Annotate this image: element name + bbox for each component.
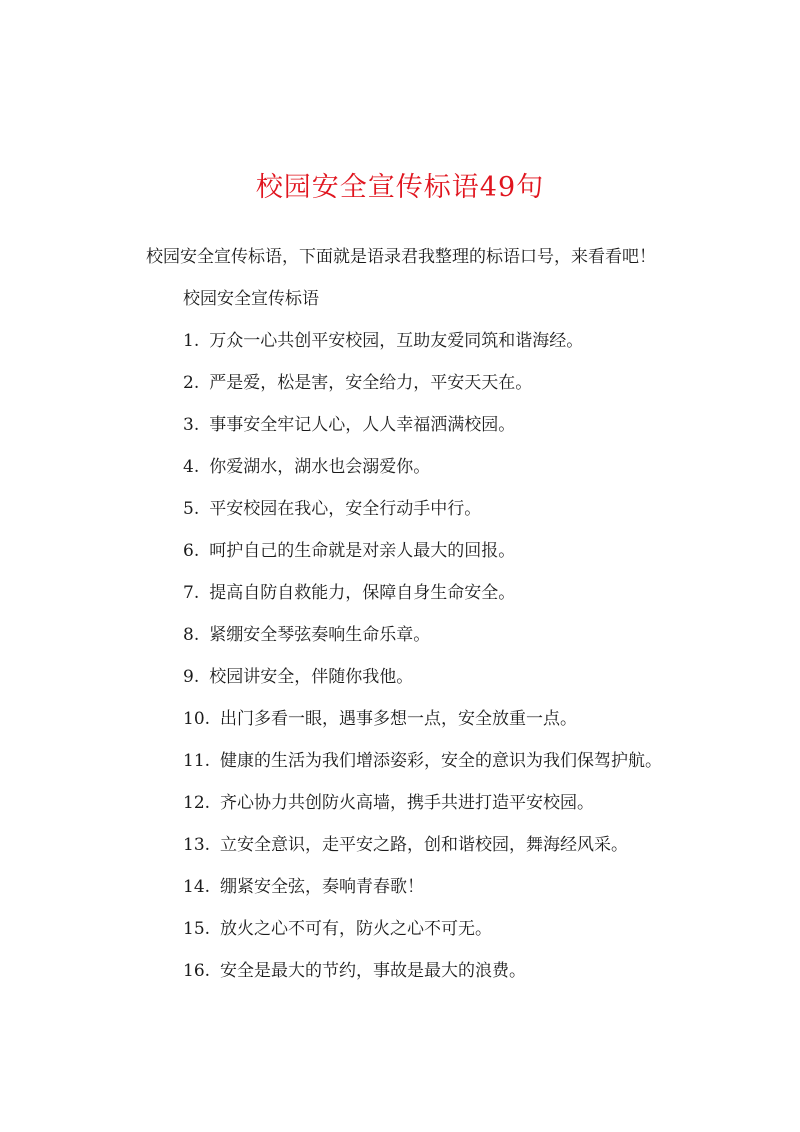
list-item [183, 454, 662, 496]
list-item-text: 绷紧安全弦，奏响青春歌！ [220, 877, 425, 897]
list-item [183, 370, 662, 412]
list-item [183, 580, 662, 622]
list-item [183, 538, 662, 580]
list-item [183, 748, 662, 790]
list-item-number: 15. [183, 919, 211, 939]
list-item-text: 提高自防自救能力，保障自身生命安全。 [209, 583, 516, 603]
document-title: 校园安全宣传标语49句 [255, 172, 545, 203]
list-item-number: 6. [183, 541, 200, 561]
list-item-text: 平安校园在我心，安全行动手中行。 [209, 499, 482, 519]
list-item-number: 8. [183, 625, 200, 645]
list-item-text: 严是爱，松是害，安全给力，平安天天在。 [209, 373, 533, 393]
list-item-text: 健康的生活为我们增添姿彩，安全的意识为我们保驾护航。 [220, 751, 663, 771]
list-item-text: 紧绷安全琴弦奏响生命乐章。 [209, 625, 431, 645]
list-item-text: 呵护自己的生命就是对亲人最大的回报。 [209, 541, 516, 561]
list-item-number: 3. [183, 415, 200, 435]
section-subheading: 校园安全宣传标语 [183, 289, 319, 309]
list-item-text: 齐心协力共创防火高墙，携手共进打造平安校园。 [220, 793, 595, 813]
list-item-number: 16. [183, 961, 211, 981]
slogan-list [183, 328, 662, 1000]
list-item-text: 出门多看一眼，遇事多想一点，安全放重一点。 [220, 709, 578, 729]
list-item [183, 622, 662, 664]
list-item-text: 校园讲安全，伴随你我他。 [209, 667, 414, 687]
list-item-number: 5. [183, 499, 200, 519]
list-item-text: 事事安全牢记人心，人人幸福洒满校园。 [209, 415, 516, 435]
list-item-number: 10. [183, 709, 211, 729]
list-item-number: 1. [183, 331, 200, 351]
list-item-number: 13. [183, 835, 211, 855]
list-item-number: 14. [183, 877, 211, 897]
list-item-number: 12. [183, 793, 211, 813]
list-item-text: 立安全意识，走平安之路，创和谐校园，舞海经风采。 [220, 835, 629, 855]
list-item [183, 832, 662, 874]
list-item [183, 706, 662, 748]
list-item-text: 你爱湖水，湖水也会溺爱你。 [209, 457, 431, 477]
intro-paragraph: 校园安全宣传标语，下面就是语录君我整理的标语口号，来看看吧！ [146, 247, 656, 267]
list-item-text: 安全是最大的节约，事故是最大的浪费。 [220, 961, 527, 981]
list-item [183, 874, 662, 916]
list-item [183, 958, 662, 1000]
list-item-number: 4. [183, 457, 200, 477]
list-item [183, 790, 662, 832]
list-item [183, 328, 662, 370]
list-item-number: 2. [183, 373, 200, 393]
list-item-text: 万众一心共创平安校园，互助友爱同筑和谐海经。 [209, 331, 584, 351]
list-item [183, 412, 662, 454]
list-item-text: 放火之心不可有，防火之心不可无。 [220, 919, 493, 939]
list-item-number: 11. [183, 751, 211, 771]
list-item [183, 496, 662, 538]
list-item-number: 9. [183, 667, 200, 687]
list-item-number: 7. [183, 583, 200, 603]
list-item [183, 664, 662, 706]
list-item [183, 916, 662, 958]
